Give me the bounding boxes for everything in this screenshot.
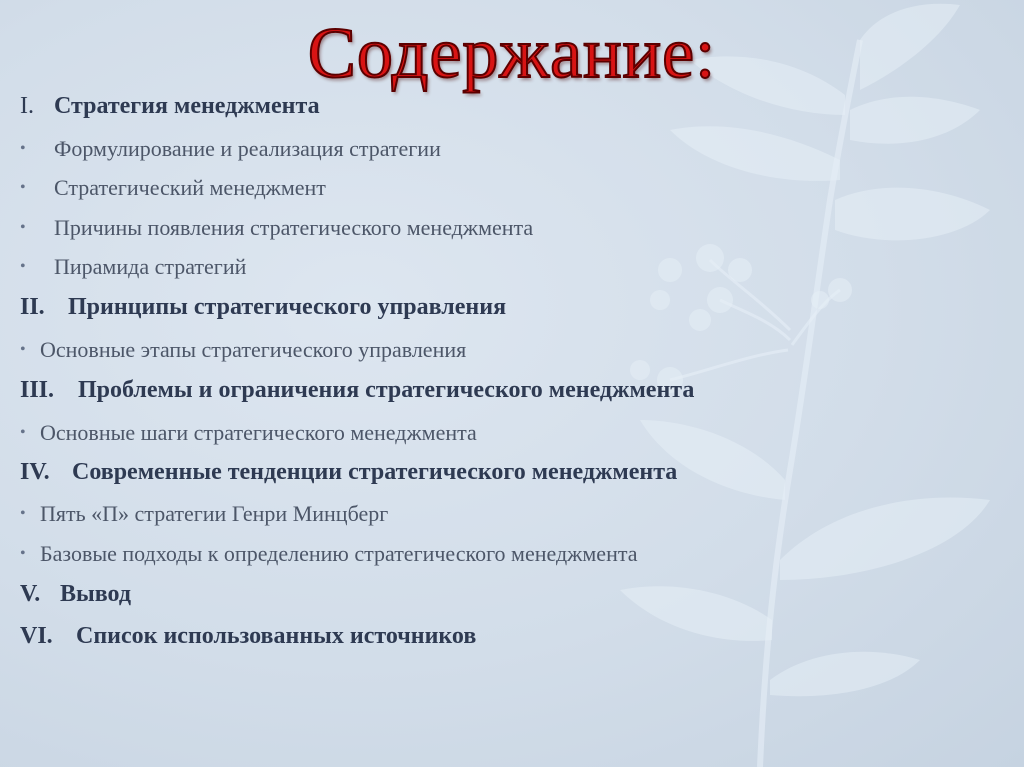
section-label: Вывод	[60, 581, 131, 607]
section-number: III.	[20, 377, 55, 403]
list-item	[20, 254, 246, 280]
section-number: II.	[20, 294, 45, 320]
section-label: Стратегия менеджмента	[54, 93, 320, 119]
section-heading	[20, 459, 677, 486]
bullet-icon: •	[20, 258, 26, 275]
list-item	[20, 420, 477, 446]
list-item-label: Базовые подходы к определению стратегического менеджмента	[40, 541, 638, 566]
section-heading	[20, 93, 320, 120]
section-label: Принципы стратегического управления	[68, 294, 507, 320]
section-label: Проблемы и ограничения стратегического менеджмента	[78, 377, 695, 403]
list-item-label: Причины появления стратегического менеджмента	[54, 215, 534, 240]
bullet-icon: •	[20, 179, 26, 196]
bullet-icon: •	[20, 424, 26, 441]
list-item	[20, 337, 466, 363]
section-number: I.	[20, 93, 34, 119]
section-heading	[20, 623, 476, 650]
list-item	[20, 175, 326, 201]
section-heading	[20, 294, 506, 321]
list-item	[20, 136, 441, 162]
bullet-icon: •	[20, 341, 26, 358]
list-item-label: Формулирование и реализация стратегии	[54, 136, 441, 161]
list-item-label: Основные шаги стратегического менеджмента	[40, 420, 477, 445]
bullet-icon: •	[20, 219, 26, 236]
section-number: IV.	[20, 459, 50, 485]
bullet-icon: •	[20, 140, 26, 157]
list-item-label: Основные этапы стратегического управления	[40, 337, 467, 362]
bullet-icon: •	[20, 545, 26, 562]
list-item-label: Стратегический менеджмент	[54, 175, 326, 200]
list-item	[20, 501, 388, 527]
section-label: Список использованных источников	[76, 623, 477, 649]
section-heading	[20, 581, 131, 608]
section-heading	[20, 377, 694, 404]
list-item	[20, 541, 638, 567]
section-number: V.	[20, 581, 41, 607]
bullet-icon: •	[20, 505, 26, 522]
section-label: Современные тенденции стратегического менеджмента	[72, 459, 678, 485]
list-item-label: Пять «П» стратегии Генри Минцберг	[40, 501, 389, 526]
page-title: Содержание:	[307, 13, 717, 93]
list-item	[20, 215, 533, 241]
section-number: VI.	[20, 623, 53, 649]
list-item-label: Пирамида стратегий	[54, 254, 247, 279]
